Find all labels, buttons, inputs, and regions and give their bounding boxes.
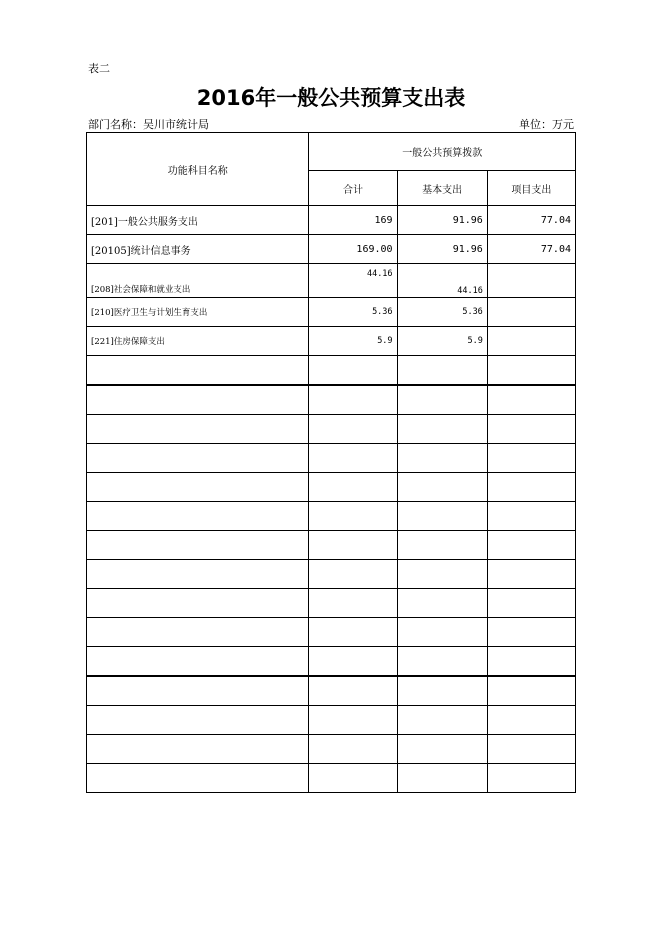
table-row (87, 235, 576, 264)
table-row-empty (87, 473, 576, 502)
row-basic: 91.96 (397, 206, 487, 235)
empty-cell (309, 356, 397, 386)
empty-cell (487, 385, 575, 415)
table-row-empty (87, 356, 576, 386)
page-title: 2016年一般公共预算支出表 (196, 86, 466, 110)
empty-cell (397, 589, 487, 618)
department-name: 部门名称：吴川市统计局 (88, 118, 209, 131)
empty-cell (87, 444, 309, 473)
empty-cell (87, 589, 309, 618)
empty-cell (87, 502, 309, 531)
row-project (487, 264, 575, 298)
empty-cell (487, 531, 575, 560)
empty-cell (397, 415, 487, 444)
empty-cell (309, 647, 397, 677)
table-row-empty (87, 706, 576, 735)
empty-cell (487, 560, 575, 589)
empty-cell (309, 444, 397, 473)
table-row-empty (87, 415, 576, 444)
table-row-empty (87, 385, 576, 415)
table-row-empty (87, 560, 576, 589)
col-header-project: 项目支出 (487, 171, 575, 206)
row-basic: 44.16 (397, 264, 487, 298)
empty-cell (309, 589, 397, 618)
empty-cell (397, 647, 487, 677)
row-project (487, 298, 575, 327)
table-row-empty (87, 531, 576, 560)
table-row-empty (87, 676, 576, 706)
empty-cell (397, 385, 487, 415)
empty-cell (487, 618, 575, 647)
col-header-group: 一般公共预算拨款 (309, 133, 576, 171)
empty-cell (487, 356, 575, 386)
table-row-empty (87, 735, 576, 764)
empty-cell (309, 473, 397, 502)
empty-cell (487, 735, 575, 764)
row-project: 77.04 (487, 235, 575, 264)
empty-cell (397, 706, 487, 735)
empty-cell (487, 502, 575, 531)
empty-cell (87, 676, 309, 706)
col-header-basic: 基本支出 (397, 171, 487, 206)
empty-cell (487, 589, 575, 618)
unit-label: 单位：万元 (519, 118, 574, 131)
row-project (487, 327, 575, 356)
empty-cell (87, 618, 309, 647)
empty-cell (87, 473, 309, 502)
row-total: 5.9 (309, 327, 397, 356)
empty-cell (487, 415, 575, 444)
table-row (87, 327, 576, 356)
empty-cell (487, 473, 575, 502)
budget-table (86, 132, 576, 793)
empty-cell (87, 356, 309, 386)
row-name: [201]一般公共服务支出 (87, 206, 309, 235)
table-row-empty (87, 647, 576, 677)
empty-cell (487, 444, 575, 473)
row-total: 44.16 (309, 264, 397, 298)
table-row-empty (87, 502, 576, 531)
row-total: 5.36 (309, 298, 397, 327)
empty-cell (397, 560, 487, 589)
empty-cell (309, 676, 397, 706)
empty-cell (397, 444, 487, 473)
row-basic: 5.36 (397, 298, 487, 327)
row-total: 169 (309, 206, 397, 235)
empty-cell (309, 764, 397, 793)
row-name: [221]住房保障支出 (87, 327, 309, 356)
row-name: [20105]统计信息事务 (87, 235, 309, 264)
empty-cell (309, 385, 397, 415)
empty-cell (397, 618, 487, 647)
table-row-empty (87, 618, 576, 647)
empty-cell (397, 473, 487, 502)
empty-cell (309, 502, 397, 531)
empty-cell (487, 706, 575, 735)
empty-cell (87, 735, 309, 764)
empty-cell (309, 735, 397, 764)
empty-rows (87, 356, 576, 793)
empty-cell (309, 560, 397, 589)
empty-cell (397, 764, 487, 793)
table-row (87, 264, 576, 298)
col-header-total: 合计 (309, 171, 397, 206)
row-basic: 91.96 (397, 235, 487, 264)
empty-cell (397, 735, 487, 764)
empty-cell (309, 618, 397, 647)
empty-cell (87, 415, 309, 444)
table-row (87, 206, 576, 235)
table-row-empty (87, 589, 576, 618)
row-name: [210]医疗卫生与计划生育支出 (87, 298, 309, 327)
empty-cell (487, 764, 575, 793)
empty-cell (87, 531, 309, 560)
table-row-empty (87, 764, 576, 793)
empty-cell (309, 531, 397, 560)
empty-cell (87, 706, 309, 735)
empty-cell (487, 647, 575, 677)
table-row-empty (87, 444, 576, 473)
empty-cell (397, 531, 487, 560)
table-label: 表二 (88, 62, 110, 75)
row-basic: 5.9 (397, 327, 487, 356)
empty-cell (87, 647, 309, 677)
empty-cell (87, 385, 309, 415)
table-row (87, 298, 576, 327)
row-name: [208]社会保障和就业支出 (87, 264, 309, 298)
row-total: 169.00 (309, 235, 397, 264)
empty-cell (397, 356, 487, 386)
empty-cell (87, 560, 309, 589)
empty-cell (397, 676, 487, 706)
empty-cell (397, 502, 487, 531)
col-header-name: 功能科目名称 (87, 133, 309, 206)
empty-cell (309, 706, 397, 735)
empty-cell (487, 676, 575, 706)
empty-cell (87, 764, 309, 793)
row-project: 77.04 (487, 206, 575, 235)
empty-cell (309, 415, 397, 444)
